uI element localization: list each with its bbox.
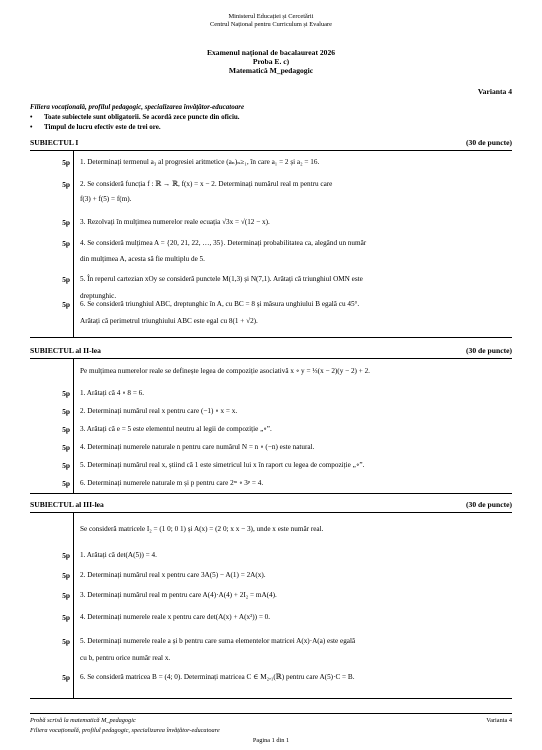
filiera-text: Filiera vocațională, profilul pedagogic, specializarea învățător-educatoare bbox=[30, 103, 245, 111]
item-text: 1. Arătați că det(A(5)) = 4. bbox=[80, 551, 157, 559]
item-text: 4. Determinați numerele naturale n pentru care numărul N = n ∘ (−n) este natural. bbox=[80, 443, 315, 451]
section-3-title: SUBIECTUL al III-lea bbox=[30, 500, 104, 509]
footer-exam-name: Probă scrisă la matematică M_pedagogic bbox=[30, 717, 136, 724]
item-text: 2. Determinați numărul real x pentru care 3A(5) − A(1) = 2A(x). bbox=[80, 571, 266, 579]
item-text-cont: cu b, pentru orice număr real x. bbox=[80, 654, 171, 662]
item-text-cont: Arătați că perimetrul triunghiului ABC este egal cu 8(1 + √2). bbox=[80, 317, 258, 325]
section-2-title: SUBIECTUL al II-lea bbox=[30, 346, 101, 355]
item-text: 1. Determinați termenul a₃ al progresiei aritmetice (aₙ)ₙ≥₁, în care a₁ = 2 și a₂ = 16. bbox=[80, 158, 320, 166]
item-text: 6. Se consideră matricea B = (4; 0). Determinați matricea C ∈ M₂,₁(ℝ) pentru care A(5)·C = B. bbox=[80, 673, 355, 681]
bullet-2: • Timpul de lucru efectiv este de trei ore. bbox=[30, 123, 161, 131]
score: 5p bbox=[62, 591, 70, 600]
footer-line-2 bbox=[30, 727, 512, 735]
section-1-points: (30 de puncte) bbox=[466, 138, 512, 147]
footer-filiera: Filiera vocațională, profilul pedagogic, specializarea învățător-educatoare bbox=[30, 727, 220, 734]
footer-divider bbox=[30, 713, 512, 714]
item-text: 5. Determinați numerele reale a și b pentru care suma elementelor matricei A(x)·A(a) este egală bbox=[80, 637, 356, 645]
page-number: Pagina 1 din 1 bbox=[252, 737, 290, 744]
item-text: 3. Determinați numărul real m pentru care A(4)·A(4) + 2I₂ = mA(4). bbox=[80, 591, 277, 599]
score: 5p bbox=[62, 425, 70, 434]
footer-line-1 bbox=[30, 717, 512, 725]
section-3-points: (30 de puncte) bbox=[466, 500, 512, 509]
score: 5p bbox=[62, 389, 70, 398]
score: 5p bbox=[62, 551, 70, 560]
item-text: 6. Se consideră triunghiul ABC, dreptunghic în A, cu BC = 8 și măsura unghiului B egală cu 45°. bbox=[80, 300, 360, 308]
ministry-name: Ministerul Educației și Cercetării bbox=[228, 13, 314, 20]
item-text: 3. Arătați că e = 5 este elementul neutru al legii de compoziție „∘”. bbox=[80, 425, 272, 433]
item-text: 2. Se consideră funcția f : ℝ → ℝ, f(x) = x − 2. Determinați numărul real m pentru care bbox=[80, 180, 333, 188]
item-text: 5. În reperul cartezian xOy se consideră punctele M(1,3) și N(7,1). Arătați că triunghiul OMN este bbox=[80, 275, 363, 283]
intro-text: Pe mulțimea numerelor reale se definește legea de compoziție asociativă x ∘ y = ⅓(x − 2)(y − 2) + 2. bbox=[80, 367, 370, 375]
section-2-header bbox=[30, 346, 512, 355]
item-text: 3. Rezolvați în mulțimea numerelor reale ecuația √3x = √(12 − x). bbox=[80, 218, 270, 226]
score: 5p bbox=[62, 479, 70, 488]
item-text: 6. Determinați numerele naturale m și p pentru care 2ᵐ ∘ 3ᵖ = 4. bbox=[80, 479, 264, 487]
center-name: Centrul Național pentru Curriculum și Evaluare bbox=[210, 21, 332, 28]
score: 5p bbox=[62, 239, 70, 248]
score: 5p bbox=[62, 300, 70, 309]
score: 5p bbox=[62, 218, 70, 227]
score: 5p bbox=[62, 275, 70, 284]
exam-proba: Proba E. c) bbox=[252, 57, 290, 66]
score: 5p bbox=[62, 571, 70, 580]
section-3-header bbox=[30, 500, 512, 509]
variant-label: Varianta 4 bbox=[477, 87, 512, 96]
item-text-cont: f(3) + f(5) = f(m). bbox=[80, 195, 132, 203]
item-text-cont: din mulțimea A, acesta să fie multiplu de 5. bbox=[80, 255, 205, 263]
exam-subject: Matematică M_pedagogic bbox=[228, 66, 314, 75]
section-1-title: SUBIECTUL I bbox=[30, 138, 79, 147]
score: 5p bbox=[62, 158, 70, 167]
bullet-1: • Toate subiectele sunt obligatorii. Se acordă zece puncte din oficiu. bbox=[30, 113, 240, 121]
item-text: 2. Determinați numărul real x pentru care (−1) ∘ x = x. bbox=[80, 407, 238, 415]
intro-text: Se consideră matricele I₂ = (1 0; 0 1) și A(x) = (2 0; x x − 3), unde x este număr real. bbox=[80, 525, 324, 533]
score: 5p bbox=[62, 673, 70, 682]
section-1-header bbox=[30, 138, 512, 147]
footer-variant: Varianta 4 bbox=[486, 717, 512, 724]
item-text: 5. Determinați numărul real x, știind că 1 este simetricul lui x în raport cu legea de compoziție „∘”. bbox=[80, 461, 365, 469]
score: 5p bbox=[62, 637, 70, 646]
item-text: 1. Arătați că 4 ∘ 8 = 6. bbox=[80, 389, 145, 397]
score: 5p bbox=[62, 613, 70, 622]
exam-title: Examenul național de bacalaureat 2026 bbox=[206, 48, 336, 57]
section-2-points: (30 de puncte) bbox=[466, 346, 512, 355]
section-1-table bbox=[30, 150, 512, 338]
score: 5p bbox=[62, 180, 70, 189]
item-text-cont: dreptunghic. bbox=[80, 292, 117, 300]
item-text: 4. Se consideră mulțimea A = {20, 21, 22, …, 35}. Determinați probabilitatea ca, alegând un număr bbox=[80, 239, 367, 247]
score: 5p bbox=[62, 461, 70, 470]
section-3-table bbox=[30, 512, 512, 699]
score: 5p bbox=[62, 443, 70, 452]
bullet-2-text: Timpul de lucru efectiv este de trei ore. bbox=[44, 123, 161, 131]
item-text: 4. Determinați numerele reale x pentru care det(A(x) + A(x²)) = 0. bbox=[80, 613, 271, 621]
score: 5p bbox=[62, 407, 70, 416]
bullet-1-text: Toate subiectele sunt obligatorii. Se acordă zece puncte din oficiu. bbox=[44, 113, 240, 121]
section-2-table bbox=[30, 358, 512, 494]
